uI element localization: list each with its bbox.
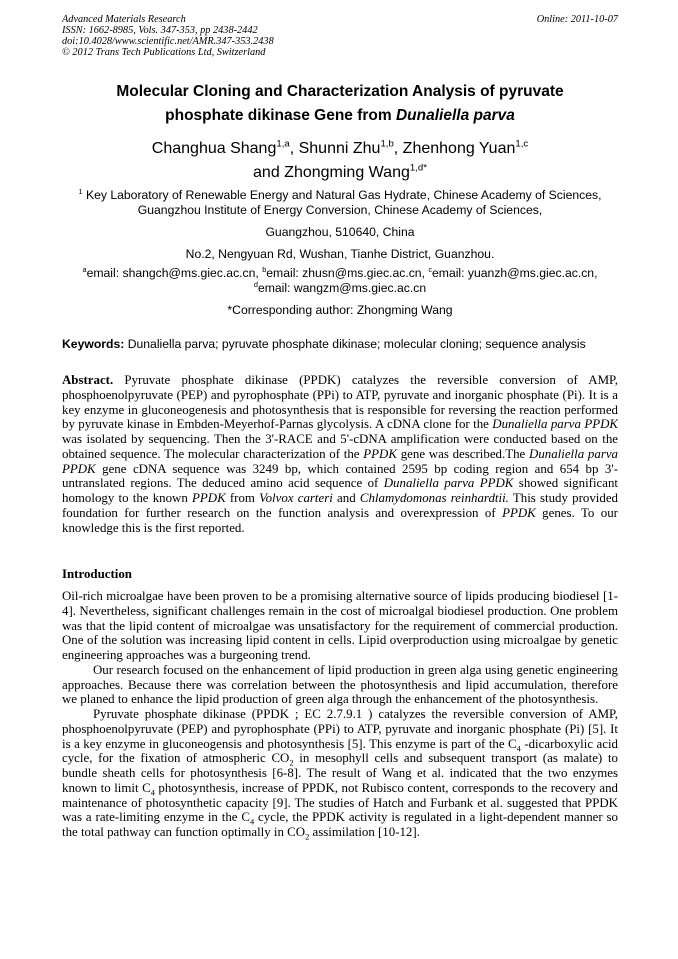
paper-title xyxy=(62,80,618,128)
affiliation-text-1: Key Laboratory of Renewable Energy and Natural Gas Hydrate, Chinese Academy of Sciences, xyxy=(82,188,602,202)
affiliation-line-3: Guangzhou, 510640, China xyxy=(265,225,415,239)
abstract-text: was isolated by sequencing. Then the 3'-RACE and 5'-cDNA amplification were conducted based on the obtained sequence. The molecular characterization of the xyxy=(62,432,618,461)
abstract-italic: PPDK xyxy=(363,446,397,461)
email-c: email: yuanzh@ms.giec.ac.cn, xyxy=(432,266,598,280)
email-b: email: zhusn@ms.giec.ac.cn, xyxy=(266,266,429,280)
introduction-body xyxy=(62,589,618,840)
abstract-italic: Dunaliella parva PPDK xyxy=(62,446,619,476)
author-line-1 xyxy=(62,137,618,161)
keywords xyxy=(62,337,618,352)
subscript-2: 2 xyxy=(289,758,294,768)
doi-line: doi:10.4028/www.scientific.net/AMR.347-353.2438 xyxy=(62,36,274,47)
author-2-sup: 1,b xyxy=(380,138,394,150)
abstract-italic: PPDK xyxy=(502,505,536,520)
affiliation xyxy=(62,188,618,217)
intro-paragraph-1: Oil-rich microalgae have been proven to be a promising alternative source of lipids producing biodiesel [1-4]. Nevertheless, significant challenges remain in the cost of microalgal biodiesel production. One problem was that the lipid content of microalgae was unsatisfactory for the requirement of commercial production. One of the solution was increasing lipid content in cells. Lipid overproduction using microalgae by genetic engineering approaches was a burgeoning trend. xyxy=(62,589,618,662)
author-3-sup: 1,c xyxy=(515,138,529,150)
author-4-sup: 1,d* xyxy=(409,162,427,174)
email-d: email: wangzm@ms.giec.ac.cn xyxy=(257,280,427,295)
author-2: , Shunni Zhu xyxy=(289,140,381,157)
author-1-sup: 1,a xyxy=(276,138,290,150)
abstract-label: Abstract. xyxy=(62,373,114,387)
abstract-text: gene was described.The xyxy=(396,446,530,461)
abstract-italic: Dunaliella parva PPDK xyxy=(492,417,618,432)
keywords-text: Dunaliella parva; pyruvate phosphate dikinase; molecular cloning; sequence analysis xyxy=(124,337,586,351)
abstract-text: genes. To our knowledge this is the first reported. xyxy=(62,505,618,535)
abstract-italic: Dunaliella parva PPDK xyxy=(383,476,514,491)
intro-text: Pyruvate phosphate dikinase (PPDK ; EC 2.7.9.1 ) catalyzes the reversible conversion of AMP, phosphoenolpyruvate (PEP) and pyrophosphate (PPi) to ATP, pyruvate and inorganic phosphate (Pi) [5]. It is a key enzyme in gluconeogensis and photosynthesis [5]. This enzyme is part of the C xyxy=(62,707,618,751)
abstract-text: showed significant homology to the known xyxy=(62,476,618,505)
journal-name: Advanced Materials Research xyxy=(62,14,186,25)
intro-text: photosynthesis, increase of PPDK, not Rubisco content, corresponds to the recovery and maintenance of photosynthetic capacity [9]. The studies of Hatch and Furbank et al. suggested that PPDK was a rate-limiting enzyme in the C xyxy=(62,780,618,825)
email-d-sup: d xyxy=(253,279,258,289)
abstract-italic: PPDK xyxy=(192,491,226,505)
abstract-paragraph xyxy=(62,373,618,535)
author-list xyxy=(62,137,618,185)
affiliation-line-1 xyxy=(62,188,618,203)
email-line-2 xyxy=(62,281,618,296)
author-4: and Zhongming Wang xyxy=(253,164,410,181)
abstract-italic: Volvox carteri xyxy=(259,491,333,505)
copyright-line: © 2012 Trans Tech Publications Ltd, Switzerland xyxy=(62,47,266,58)
issn-line: ISSN: 1662-8985, Vols. 347-353, pp 2438-2442 xyxy=(62,25,258,36)
affiliation-sup: 1 xyxy=(78,186,83,196)
subscript-4: 4 xyxy=(150,788,155,798)
author-line-2 xyxy=(62,161,618,185)
affiliation-line-4: No.2, Nengyuan Rd, Wushan, Tianhe District, Guanzhou. xyxy=(185,247,495,261)
abstract-text: This study provided foundation for further research on the function analysis and overexpression of xyxy=(62,491,618,520)
email-c-sup: c xyxy=(428,264,433,274)
author-1: Changhua Shang xyxy=(151,140,277,157)
abstract-text: Pyruvate phosphate dikinase (PPDK) catalyzes the reversible conversion of AMP, phosphoenolpyruvate (PEP) and pyrophosphate (PPi) to ATP, pyruvate and inorganic phosphate (Pi). It is a key enzyme in gluconeogenesis and photosynthesis that is responsible for reversing the reaction performed by pyruvate kinase in Embden-Meyerhof-Parnas glycolysis. A cDNA clone for the xyxy=(62,373,618,432)
intro-text: cycle, the PPDK activity is regulated in a light-dependent manner so the total pathway can function optimally in CO xyxy=(62,810,619,839)
section-heading-introduction: Introduction xyxy=(62,567,132,581)
title-line-2 xyxy=(62,104,618,128)
email-b-sup: b xyxy=(262,264,267,274)
affiliation-line-2: Guangzhou Institute of Energy Conversion, Chinese Academy of Sciences, xyxy=(137,202,543,217)
online-date: Online: 2011-10-07 xyxy=(536,14,618,25)
email-a-sup: a xyxy=(82,264,87,274)
keywords-label: Keywords: xyxy=(62,337,125,351)
email-a: email: shangch@ms.giec.ac.cn, xyxy=(86,266,263,280)
subscript-2: 2 xyxy=(305,832,310,842)
subscript-4: 4 xyxy=(516,744,521,754)
abstract-text: and xyxy=(332,491,360,505)
abstract-text: gene cDNA sequence was 3249 bp, which contained 2595 bp coding region and 654 bp 3'-untranslated regions. The deduced amino acid sequence of xyxy=(62,461,618,491)
title-line-1: Molecular Cloning and Characterization Analysis of pyruvate xyxy=(116,83,564,100)
title-line-2-text: phosphate dikinase Gene from xyxy=(165,107,396,124)
intro-text: -dicarboxylic acid cycle, for the fixation of atmospheric CO xyxy=(62,736,618,766)
intro-text: assimilation [10-12]. xyxy=(309,825,420,839)
corresponding-author: *Corresponding author: Zhongming Wang xyxy=(227,303,453,317)
abstract-text: from xyxy=(225,491,260,505)
journal-header xyxy=(62,14,618,58)
abstract xyxy=(62,373,618,535)
intro-text: in mesophyll cells and subsequent transport (as malate) to bundle sheath cells for photosynthesis [6-8]. The result of Wang et al. indicated that the two enzymes known to limit C xyxy=(62,751,618,795)
email-list xyxy=(62,266,618,295)
email-line-1 xyxy=(62,266,618,281)
title-species: Dunaliella parva xyxy=(395,107,515,124)
intro-paragraph-3 xyxy=(62,707,618,840)
author-3: , Zhenhong Yuan xyxy=(393,140,516,157)
abstract-italic: Chlamydomonas reinhardtii. xyxy=(359,491,509,505)
subscript-4: 4 xyxy=(249,817,255,827)
intro-paragraph-2: Our research focused on the enhancement of lipid production in green alga using genetic engineering approaches. Because there was correlation between the photosynthesis and lipid accumulation, therefore we planed to enhance the lipid production of green alga through the enhancement of the photosynthesis. xyxy=(62,662,618,707)
